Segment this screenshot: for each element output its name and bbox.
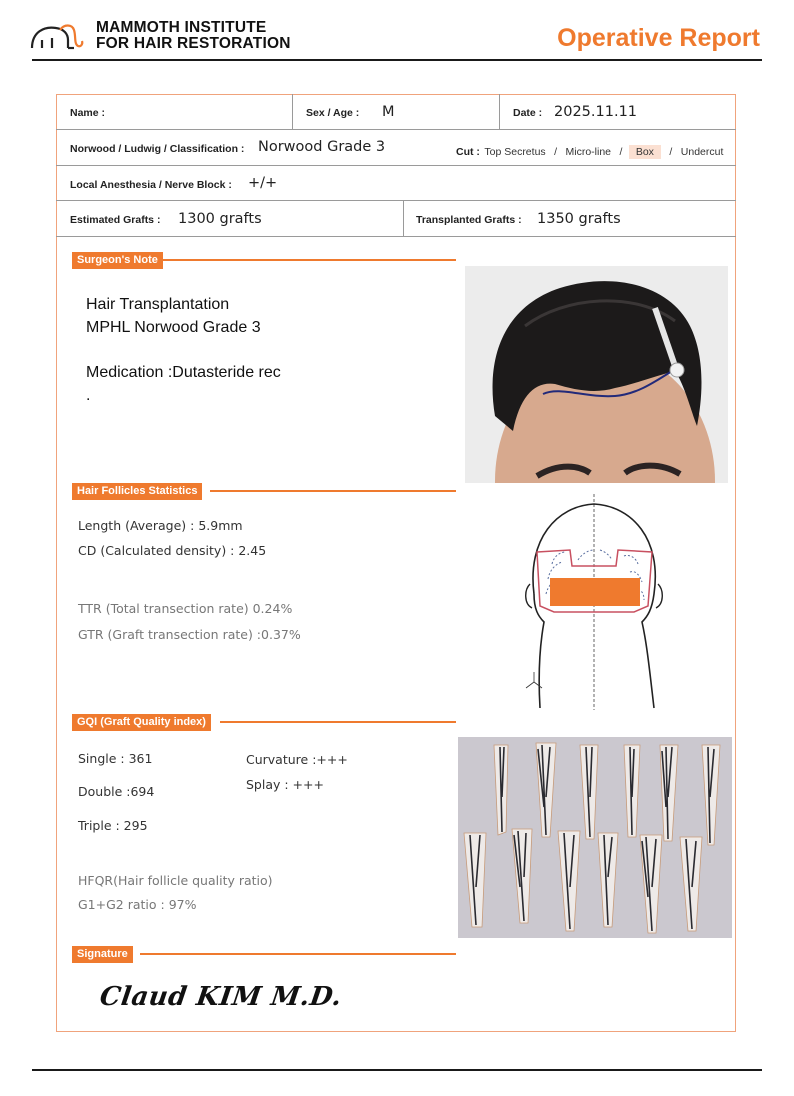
section-rule — [220, 721, 456, 723]
cut-option-undercut: Undercut — [680, 146, 724, 158]
institute-name — [96, 20, 291, 52]
gqi-splay: Splay : +++ — [246, 777, 324, 792]
calculated-density: CD (Calculated density) : 2.45 — [78, 543, 267, 558]
elephant-icon — [30, 20, 90, 52]
gqi-double: Double :694 — [78, 784, 155, 799]
follicle-stats-header: Hair Follicles Statistics — [72, 483, 202, 500]
row-divider — [56, 200, 736, 201]
row-divider — [56, 129, 736, 130]
row-divider — [56, 165, 736, 166]
report-title: Operative Report — [557, 24, 760, 52]
date-value: 2025.11.11 — [554, 104, 638, 120]
note-line: Medication :Dutasteride rec — [86, 364, 281, 381]
classification-label: Norwood / Ludwig / Classification : — [70, 143, 245, 155]
divider — [499, 94, 500, 130]
gqi-header: GQI (Graft Quality index) — [72, 714, 211, 731]
cut-option-top-secretus: Top Secretus — [484, 146, 546, 158]
institute-line-2: FOR HAIR RESTORATION — [96, 35, 291, 52]
cut-option-micro-line: Micro-line — [565, 146, 612, 158]
length-average: Length (Average) : 5.9mm — [78, 518, 243, 533]
anesthesia-value: +/+ — [248, 175, 278, 191]
sex-age-value: M — [382, 104, 395, 120]
sex-age-label: Sex / Age : — [306, 107, 360, 119]
estimated-grafts-value: 1300 grafts — [178, 211, 262, 227]
estimated-grafts-label: Estimated Grafts : — [70, 214, 161, 226]
top-divider — [32, 59, 762, 61]
bottom-divider — [32, 1069, 762, 1071]
signature-header: Signature — [72, 946, 133, 963]
anesthesia-label: Local Anesthesia / Nerve Block : — [70, 179, 232, 191]
gqi-triple: Triple : 295 — [78, 818, 148, 833]
transplanted-grafts-label: Transplanted Grafts : — [416, 214, 522, 226]
transplanted-grafts-value: 1350 grafts — [537, 211, 621, 227]
cut-options — [456, 142, 723, 160]
surgeons-note-header: Surgeon's Note — [72, 252, 163, 269]
donor-area-diagram — [512, 494, 672, 710]
cut-label: Cut : — [456, 146, 480, 158]
gqi-curvature: Curvature :+++ — [246, 752, 348, 767]
surgeon-signature: Claud KIM M.D. — [97, 982, 344, 1012]
cut-separator: / — [554, 146, 558, 158]
date-label: Date : — [513, 107, 543, 119]
section-rule — [160, 259, 456, 261]
graft-transection-rate: GTR (Graft transection rate) :0.37% — [78, 627, 301, 642]
institute-line-1: MAMMOTH INSTITUTE — [96, 19, 267, 36]
note-line: MPHL Norwood Grade 3 — [86, 319, 261, 336]
g1-g2-ratio: G1+G2 ratio : 97% — [78, 897, 197, 912]
section-rule — [140, 953, 456, 955]
divider — [403, 200, 404, 236]
gqi-single: Single : 361 — [78, 751, 153, 766]
follicle-grafts-photo — [458, 737, 732, 938]
cut-option-box-selected: Box — [629, 145, 661, 159]
cut-separator: / — [619, 146, 623, 158]
hfqr-label: HFQR(Hair follicle quality ratio) — [78, 873, 273, 888]
name-label: Name : — [70, 107, 106, 119]
row-divider — [56, 236, 736, 237]
divider — [292, 94, 293, 130]
patient-hairline-photo — [465, 266, 728, 483]
total-transection-rate: TTR (Total transection rate) 0.24% — [78, 601, 293, 616]
classification-value: Norwood Grade 3 — [258, 139, 386, 155]
note-line: . — [86, 387, 91, 404]
surgeons-note-body — [86, 293, 281, 407]
note-line: Hair Transplantation — [86, 296, 230, 313]
section-rule — [210, 490, 456, 492]
cut-separator: / — [669, 146, 673, 158]
